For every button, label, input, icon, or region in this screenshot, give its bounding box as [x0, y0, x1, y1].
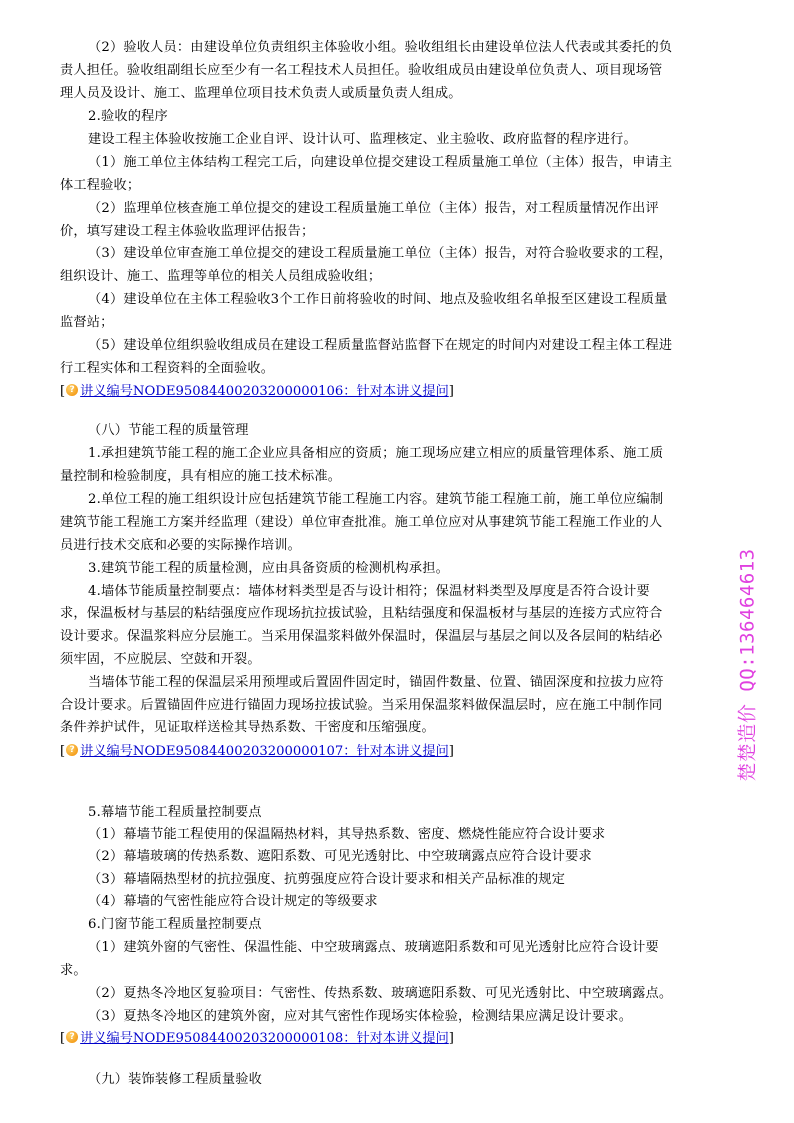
- list-item: （3）夏热冬冷地区的建筑外窗，应对其气密性作现场实体检验，检测结果应满足设计要求。: [88, 1009, 633, 1024]
- paragraph-line: 当墙体节能工程的保温层采用预埋或后置固件固定时，锚固件数量、位置、锚固深度和拉拔力应符: [88, 675, 664, 690]
- list-item: （4）幕墙的气密性能应符合设计规定的等级要求: [88, 894, 378, 909]
- watermark-text: 楚楚造价 QQ:136464613: [736, 548, 759, 782]
- section-heading: （八）节能工程的质量管理: [88, 423, 249, 438]
- paragraph-line: 量控制和检验制度，具有相应的施工技术标准。: [60, 469, 342, 484]
- paragraph-line: 员进行技术交底和必要的实际操作培训。: [60, 538, 301, 553]
- list-item: 求。: [60, 963, 87, 978]
- question-bubble-icon[interactable]: [66, 384, 78, 396]
- section-heading: （九）装饰装修工程质量验收: [88, 1072, 263, 1087]
- paragraph-line: 须牢固，不应脱层、空鼓和开裂。: [60, 652, 261, 667]
- bracket-close: ]: [448, 384, 454, 399]
- section-heading: 6.门窗节能工程质量控制要点: [88, 917, 262, 932]
- lecture-link-row: [60, 741, 454, 763]
- paragraph-line: 合设计要求。后置锚固件应进行锚固力现场拉拔试验。当采用保温浆料做保温层时，应在施工中制作同: [60, 698, 663, 713]
- section-heading: 2.验收的程序: [88, 109, 168, 124]
- list-item: （1）幕墙节能工程使用的保温隔热材料，其导热系数、密度、燃烧性能应符合设计要求: [88, 827, 606, 842]
- lecture-question-link[interactable]: 讲义编号NODE95084400203200000108：针对本讲义提问: [80, 1031, 449, 1046]
- question-bubble-icon[interactable]: [66, 744, 78, 756]
- paragraph-line: 求，保温板材与基层的粘结强度应作现场抗拉拔试验，且粘结强度和保温板材与基层的连接方式应符合: [60, 606, 663, 621]
- paragraph-line: 体工程验收；: [60, 178, 141, 193]
- watermark: [726, 540, 766, 790]
- paragraph-line: （2）验收人员：由建设单位负责组织主体验收小组。验收组组长由建设单位法人代表或其委托的负: [88, 40, 673, 55]
- section-heading: 5.幕墙节能工程质量控制要点: [88, 805, 262, 820]
- paragraph-line: 监督站；: [60, 315, 114, 330]
- bracket-close: ]: [448, 744, 454, 759]
- paragraph-line: 建设工程主体验收按施工企业自评、设计认可、监理核定、业主验收、政府监督的程序进行。: [88, 132, 637, 147]
- paragraph-line: （2）监理单位核查施工单位提交的建设工程质量施工单位（主体）报告，对工程质量情况作出评: [88, 201, 659, 216]
- list-item: （1）建筑外窗的气密性、保温性能、中空玻璃露点、玻璃遮阳系数和可见光透射比应符合设计要: [88, 940, 659, 955]
- paragraph-line: 2.单位工程的施工组织设计应包括建筑节能工程施工内容。建筑节能工程施工前，施工单位应编制: [88, 492, 664, 507]
- lecture-link-row: [60, 1028, 454, 1050]
- paragraph-line: 价，填写建设工程主体验收监理评估报告；: [60, 224, 315, 239]
- paragraph-line: 组织设计、施工、监理等单位的相关人员组成验收组；: [60, 269, 382, 284]
- question-bubble-icon[interactable]: [66, 1031, 78, 1043]
- paragraph-line: 行工程实体和工程资料的全面验收。: [60, 361, 275, 376]
- paragraph-line: 设计要求。保温浆料应分层施工。当采用保温浆料做外保温时，保温层与基层之间以及各层间的粘结必: [60, 629, 663, 644]
- bracket-open: [: [60, 744, 66, 759]
- bracket-close: ]: [448, 1031, 454, 1046]
- bracket-open: [: [60, 384, 66, 399]
- lecture-link-row: [60, 381, 454, 403]
- list-item: （3）幕墙隔热型材的抗拉强度、抗剪强度应符合设计要求和相关产品标准的规定: [88, 872, 566, 887]
- paragraph-line: 建筑节能工程施工方案并经监理（建设）单位审查批准。施工单位应对从事建筑节能工程施工作业的人: [60, 515, 663, 530]
- lecture-question-link[interactable]: 讲义编号NODE95084400203200000107：针对本讲义提问: [80, 744, 449, 759]
- paragraph-line: 条件养护试件，见证取样送检其导热系数、干密度和压缩强度。: [60, 720, 435, 735]
- paragraph-line: 3.建筑节能工程的质量检测，应由具备资质的检测机构承担。: [88, 561, 450, 576]
- bracket-open: [: [60, 1031, 66, 1046]
- paragraph-line: 1.承担建筑节能工程的施工企业应具备相应的资质；施工现场应建立相应的质量管理体系、施工质: [88, 446, 664, 461]
- paragraph-line: 4.墙体节能质量控制要点：墙体材料类型是否与设计相符；保温材料类型及厚度是否符合设计要: [88, 584, 650, 599]
- list-item: （2）夏热冬冷地区复验项目：气密性、传热系数、玻璃遮阳系数、可见光透射比、中空玻璃露点。: [88, 986, 673, 1001]
- paragraph-line: 理人员及设计、施工、监理单位项目技术负责人或质量负责人组成。: [60, 86, 462, 101]
- paragraph-line: 责人担任。验收组副组长应至少有一名工程技术人员担任。验收组成员由建设单位负责人、项目现场管: [60, 63, 663, 78]
- lecture-question-link[interactable]: 讲义编号NODE95084400203200000106：针对本讲义提问: [80, 384, 449, 399]
- paragraph-line: （5）建设单位组织验收组成员在建设工程质量监督站监督下在规定的时间内对建设工程主体工程进: [88, 338, 673, 353]
- paragraph-line: （3）建设单位审查施工单位提交的建设工程质量施工单位（主体）报告，对符合验收要求的工程，: [88, 246, 673, 261]
- list-item: （2）幕墙玻璃的传热系数、遮阳系数、可见光透射比、中空玻璃露点应符合设计要求: [88, 849, 592, 864]
- paragraph-line: （4）建设单位在主体工程验收3个工作日前将验收的时间、地点及验收组名单报至区建设工程质量: [88, 292, 668, 307]
- paragraph-line: （1）施工单位主体结构工程完工后，向建设单位提交建设工程质量施工单位（主体）报告，申请主: [88, 155, 673, 170]
